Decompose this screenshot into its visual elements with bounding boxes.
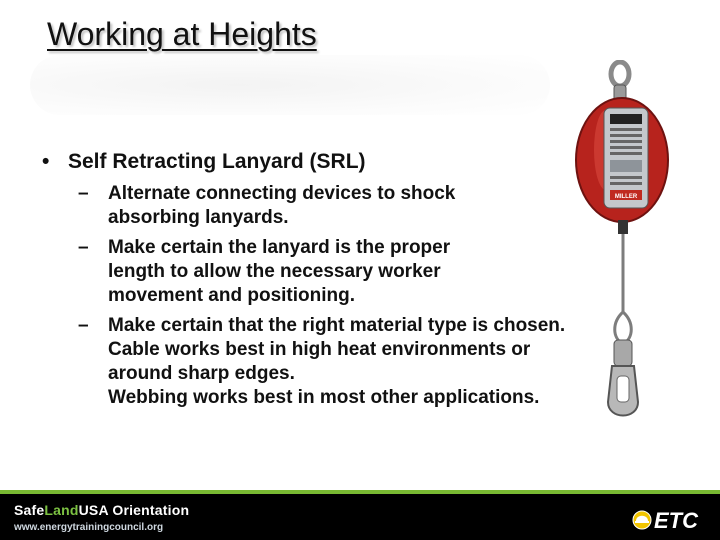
footer-branding <box>14 502 189 533</box>
bullet-marker: • <box>42 150 50 173</box>
dash-marker: – <box>78 183 89 204</box>
brand-name <box>14 502 189 518</box>
footer-bar <box>0 490 720 540</box>
sub-bullet-line: Make certain that the right material type is chosen. <box>108 315 566 336</box>
cable-guide <box>618 220 628 234</box>
sub-bullet-line: absorbing lanyards. <box>108 207 289 228</box>
sub-bullet-line: length to allow the necessary worker <box>108 261 441 282</box>
dash-marker: – <box>78 237 89 258</box>
sub-bullet-line: Make certain the lanyard is the proper <box>108 237 451 258</box>
footer-url: www.energytrainingcouncil.org <box>14 522 164 533</box>
sub-bullet-line: movement and positioning. <box>108 285 356 306</box>
sub-bullet-line: Cable works best in high heat environments or <box>108 339 531 360</box>
cable-loop <box>615 312 632 344</box>
label-header <box>610 114 642 124</box>
swivel-ring <box>611 62 629 86</box>
etc-logo-icon <box>632 502 712 536</box>
brand-part-safe: Safe <box>14 502 45 518</box>
brand-part-land: Land <box>44 502 79 518</box>
device-label-text: MILLER <box>614 194 638 200</box>
logo-text: ETC <box>654 508 698 533</box>
slide-title: Working at Heights <box>47 16 317 52</box>
bullet-text: Self Retracting Lanyard (SRL) <box>68 150 366 173</box>
brand-part-orientation: USA Orientation <box>78 502 190 518</box>
background-watermark <box>30 55 550 115</box>
sub-bullet-line: Alternate connecting devices to shock <box>108 183 456 204</box>
sub-bullet-line: Webbing works best in most other applications. <box>108 387 540 408</box>
swivel-connector <box>614 340 632 366</box>
dash-marker: – <box>78 315 89 336</box>
sub-bullet-line: around sharp edges. <box>108 363 295 384</box>
srl-device-image <box>574 60 686 430</box>
